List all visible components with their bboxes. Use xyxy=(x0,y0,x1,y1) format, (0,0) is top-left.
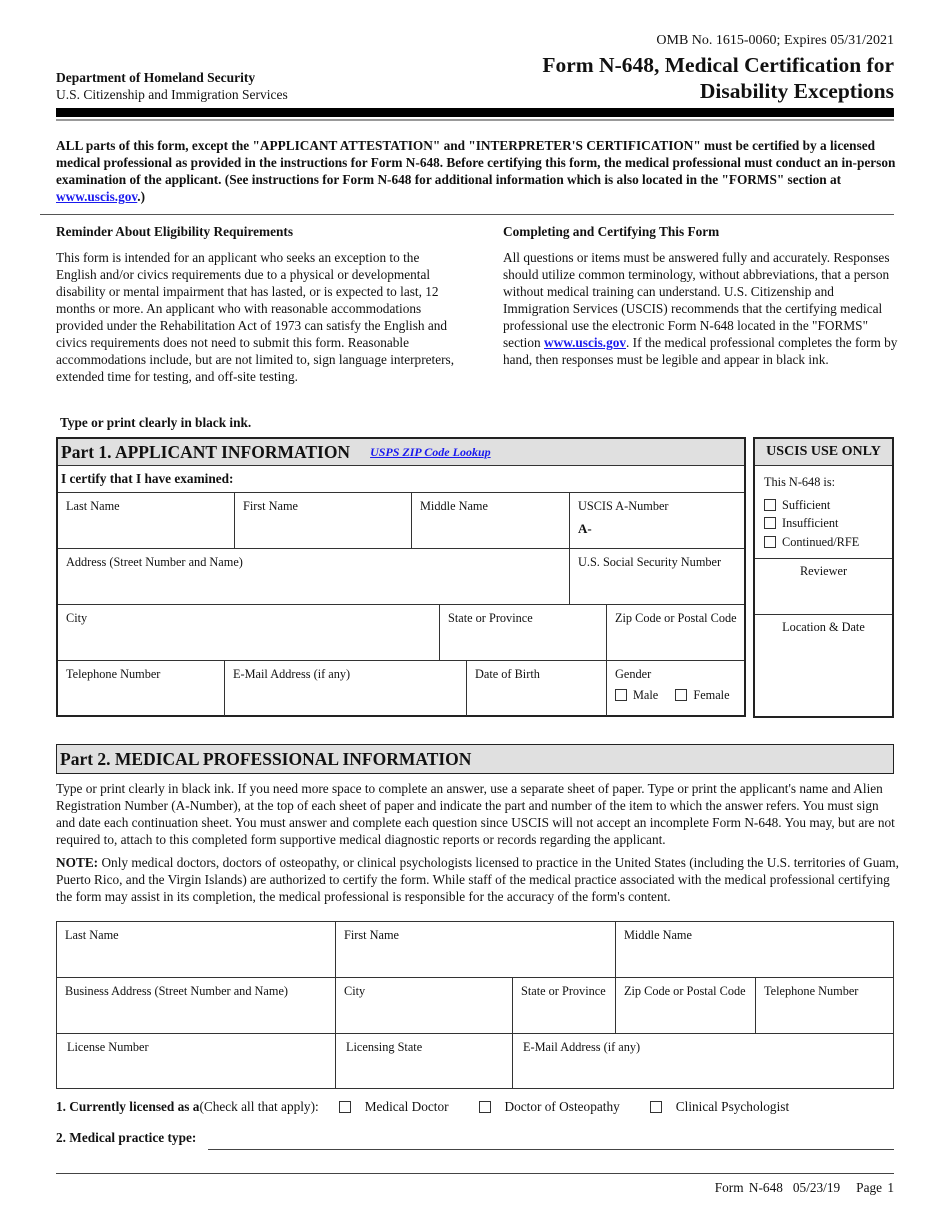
mp-zip-field[interactable] xyxy=(616,978,756,1033)
label: Continued/RFE xyxy=(782,534,860,549)
label: Licensing State xyxy=(346,1040,423,1054)
label: Sufficient xyxy=(782,497,831,512)
intro-paragraph xyxy=(56,137,896,205)
label: Date of Birth xyxy=(475,667,540,681)
label: Zip Code or Postal Code xyxy=(624,984,746,998)
medical-doctor-checkbox[interactable] xyxy=(339,1101,351,1113)
gender-options xyxy=(615,688,744,703)
uscis-status-label: This N-648 is: xyxy=(764,475,836,489)
mp-name-row xyxy=(57,922,893,978)
doctor-of-osteopathy-checkbox[interactable] xyxy=(479,1101,491,1113)
label: Address (Street Number and Name) xyxy=(66,555,243,569)
label: Female xyxy=(693,688,730,702)
uscis-insufficient-option[interactable] xyxy=(764,514,892,533)
label: Middle Name xyxy=(420,499,488,513)
uscis-link[interactable]: www.uscis.gov xyxy=(56,189,138,204)
checkbox-icon[interactable] xyxy=(764,517,776,529)
mp-license-number-field[interactable] xyxy=(57,1034,336,1089)
applicant-name-row xyxy=(58,493,744,549)
completing-text: All questions or items must be answered fully and accurately. Responses should utilize common terminology, without abbreviations, that a person without medical training can understand. U.S. Citizenship and Immigration Services (USCIS) recommends that the certifying medical professional use the electronic Form N-648 located in the "FORMS" section xyxy=(503,250,890,350)
applicant-middle-name-field[interactable] xyxy=(412,493,570,548)
checkbox-icon[interactable] xyxy=(675,689,687,701)
usps-zip-lookup-link[interactable]: USPS ZIP Code Lookup xyxy=(370,444,491,459)
reminder-section xyxy=(56,224,456,385)
applicant-address-field[interactable] xyxy=(58,549,570,604)
intro-text-end: .) xyxy=(137,189,146,204)
question-2-label: 2. Medical practice type: xyxy=(56,1130,197,1145)
mp-middle-name-field[interactable] xyxy=(616,922,893,977)
applicant-city-row xyxy=(58,605,744,661)
header-divider-bar xyxy=(56,108,894,117)
label: Zip Code or Postal Code xyxy=(615,611,737,625)
label: Telephone Number xyxy=(66,667,161,681)
applicant-ssn-field[interactable] xyxy=(570,549,744,604)
uscis-continued-rfe-option[interactable] xyxy=(764,533,892,552)
part1-header xyxy=(58,439,744,466)
label: Location & Date xyxy=(782,620,865,634)
uscis-sufficient-option[interactable] xyxy=(764,496,892,515)
applicant-dob-field[interactable] xyxy=(467,661,607,716)
reminder-body: This form is intended for an applicant who seeks an exception to the English and/or civics requirements due to a physical or developmental disability or mental impairment that has lasted, or is expected to last, 12 months or more. An applicant who with reasonable accommodations provided under the Rehabilitation Act of 1973 can satisfy the English and civics requirements does not need to submit this form. Reasonable accommodations include, but are not limited to, sign language interpreters, extended time for testing, and off-site testing. xyxy=(56,250,455,384)
form-title xyxy=(542,52,894,104)
part1-applicant-information xyxy=(56,437,746,717)
completing-section xyxy=(503,224,898,368)
label: Last Name xyxy=(65,928,119,942)
mp-city-field[interactable] xyxy=(336,978,513,1033)
a-number-prefix: A- xyxy=(578,521,592,536)
medical-doctor-label: Medical Doctor xyxy=(364,1099,449,1114)
label: City xyxy=(344,984,366,998)
part2-note xyxy=(56,854,901,905)
gender-male-option[interactable] xyxy=(615,688,658,702)
applicant-gender-field xyxy=(607,661,744,716)
uscis-location-date-field[interactable] xyxy=(755,615,892,635)
uscis-use-only-title: USCIS USE ONLY xyxy=(755,439,892,466)
intro-text: ALL parts of this form, except the "APPLICANT ATTESTATION" and "INTERPRETER'S CERTIFICATION" must be certified by a licensed medical professional as provided in the instructions for Form N-648. Before certifying this form, the medical professional must conduct an in-person examination of the applicant. (See instructions for Form N-648 for additional information which is also located in the "FORMS" section at xyxy=(56,138,896,187)
mp-licensing-state-field[interactable] xyxy=(336,1034,513,1089)
q1-label-bold: 1. Currently licensed as a xyxy=(56,1099,200,1114)
label: First Name xyxy=(344,928,399,942)
footer-divider xyxy=(56,1173,894,1174)
agency-block xyxy=(56,69,288,103)
mp-business-address-field[interactable] xyxy=(57,978,336,1033)
label: Last Name xyxy=(66,499,120,513)
label: State or Province xyxy=(448,611,533,625)
form-title-line1: Form N-648, Medical Certification for xyxy=(542,53,894,77)
omb-number: OMB No. 1615-0060; Expires 05/31/2021 xyxy=(656,33,894,48)
uscis-link-2[interactable]: www.uscis.gov xyxy=(544,335,627,350)
part1-title: Part 1. APPLICANT INFORMATION xyxy=(61,441,351,462)
clinical-psychologist-label: Clinical Psychologist xyxy=(675,1099,790,1114)
medical-practice-type-input[interactable] xyxy=(208,1149,894,1150)
applicant-email-field[interactable] xyxy=(225,661,467,716)
part2-instructions xyxy=(56,780,901,911)
header-divider-thin xyxy=(56,119,894,121)
applicant-city-field[interactable] xyxy=(58,605,440,660)
note-text: Only medical doctors, doctors of osteopathy, or clinical psychologists licensed to practice in the United States (including the U.S. territories of Guam, Puerto Rico, and the Virgin Islands) are authorized to certify the form. While staff of the medical practice associated with the medical professional certifying the form may assist in its completion, the medical professional is responsible for the accuracy of the form's content. xyxy=(56,855,899,904)
reminder-heading: Reminder About Eligibility Requirements xyxy=(56,224,294,239)
part2-instructions-text: Type or print clearly in black ink. If you need more space to complete an answer, use a separate sheet of paper. Type or print the applicant's name and Alien Registration Number (A-Number), at the top of each sheet of paper and indicate the part and number of the item to which the answer refers. You must sign and date each continuation sheet. You must answer and complete each question since USCIS will not accept an incomplete Form N-648. You may, but are not required to, attach to this completed form supportive medical diagnostic reports or records regarding the applicant. xyxy=(56,781,895,847)
mp-license-row xyxy=(57,1034,893,1089)
label: E-Mail Address (if any) xyxy=(233,667,351,681)
agency-name: Department of Homeland Security xyxy=(56,70,256,85)
checkbox-icon[interactable] xyxy=(615,689,627,701)
label: Business Address (Street Number and Name) xyxy=(65,984,289,998)
applicant-last-name-field[interactable] xyxy=(58,493,235,548)
mp-address-row xyxy=(57,978,893,1034)
mp-last-name-field[interactable] xyxy=(57,922,336,977)
applicant-a-number-field[interactable] xyxy=(570,493,744,548)
form-title-line2: Disability Exceptions xyxy=(699,79,894,103)
label: U.S. Social Security Number xyxy=(578,555,722,569)
completing-body xyxy=(503,249,898,368)
checkbox-icon[interactable] xyxy=(764,536,776,548)
mp-telephone-field[interactable] xyxy=(756,978,893,1033)
uscis-status-section xyxy=(755,466,892,559)
sub-agency-name: U.S. Citizenship and Immigration Services xyxy=(56,87,288,102)
mp-state-field[interactable] xyxy=(513,978,616,1033)
type-print-note: Type or print clearly in black ink. xyxy=(60,415,252,430)
gender-female-option[interactable] xyxy=(675,688,729,702)
certify-statement: I certify that I have examined: xyxy=(58,466,744,493)
clinical-psychologist-checkbox[interactable] xyxy=(650,1101,662,1113)
label: First Name xyxy=(243,499,298,513)
applicant-address-row xyxy=(58,549,744,605)
completing-text-end: . If the medical professional completes the form by hand, then responses must be legible and appear in black ink. xyxy=(503,335,898,367)
label: E-Mail Address (if any) xyxy=(523,1040,641,1054)
label: Telephone Number xyxy=(764,984,859,998)
label: USCIS A-Number xyxy=(578,499,669,513)
section-divider xyxy=(40,214,894,215)
applicant-zip-field[interactable] xyxy=(607,605,744,660)
page-footer xyxy=(705,1180,894,1196)
label: State or Province xyxy=(521,984,606,998)
applicant-first-name-field[interactable] xyxy=(235,493,412,548)
gender-label: Gender xyxy=(615,667,652,681)
footer-form-id: Form N-648 xyxy=(714,1180,783,1195)
doctor-of-osteopathy-label: Doctor of Osteopathy xyxy=(504,1099,620,1114)
label: Male xyxy=(633,688,659,702)
question-1-licensed-as xyxy=(56,1099,799,1115)
label: Reviewer xyxy=(799,564,848,578)
mp-first-name-field[interactable] xyxy=(336,922,616,977)
applicant-state-field[interactable] xyxy=(440,605,607,660)
q1-label-rest: (Check all that apply): xyxy=(199,1099,319,1114)
part2-header: Part 2. MEDICAL PROFESSIONAL INFORMATION xyxy=(56,744,894,774)
label: Middle Name xyxy=(624,928,692,942)
uscis-use-only-box xyxy=(753,437,894,718)
mp-email-field[interactable] xyxy=(513,1034,893,1089)
uscis-reviewer-field[interactable] xyxy=(755,559,892,615)
completing-heading: Completing and Certifying This Form xyxy=(503,224,720,239)
label: Insufficient xyxy=(782,516,839,530)
checkbox-icon[interactable] xyxy=(764,499,776,511)
label: License Number xyxy=(67,1040,149,1054)
applicant-contact-row xyxy=(58,661,744,716)
label: City xyxy=(66,611,88,625)
footer-date: 05/23/19 xyxy=(792,1180,841,1195)
applicant-telephone-field[interactable] xyxy=(58,661,225,716)
medical-professional-grid xyxy=(56,921,894,1089)
note-label: NOTE: xyxy=(56,855,99,870)
footer-page-number: Page 1 xyxy=(856,1180,894,1195)
